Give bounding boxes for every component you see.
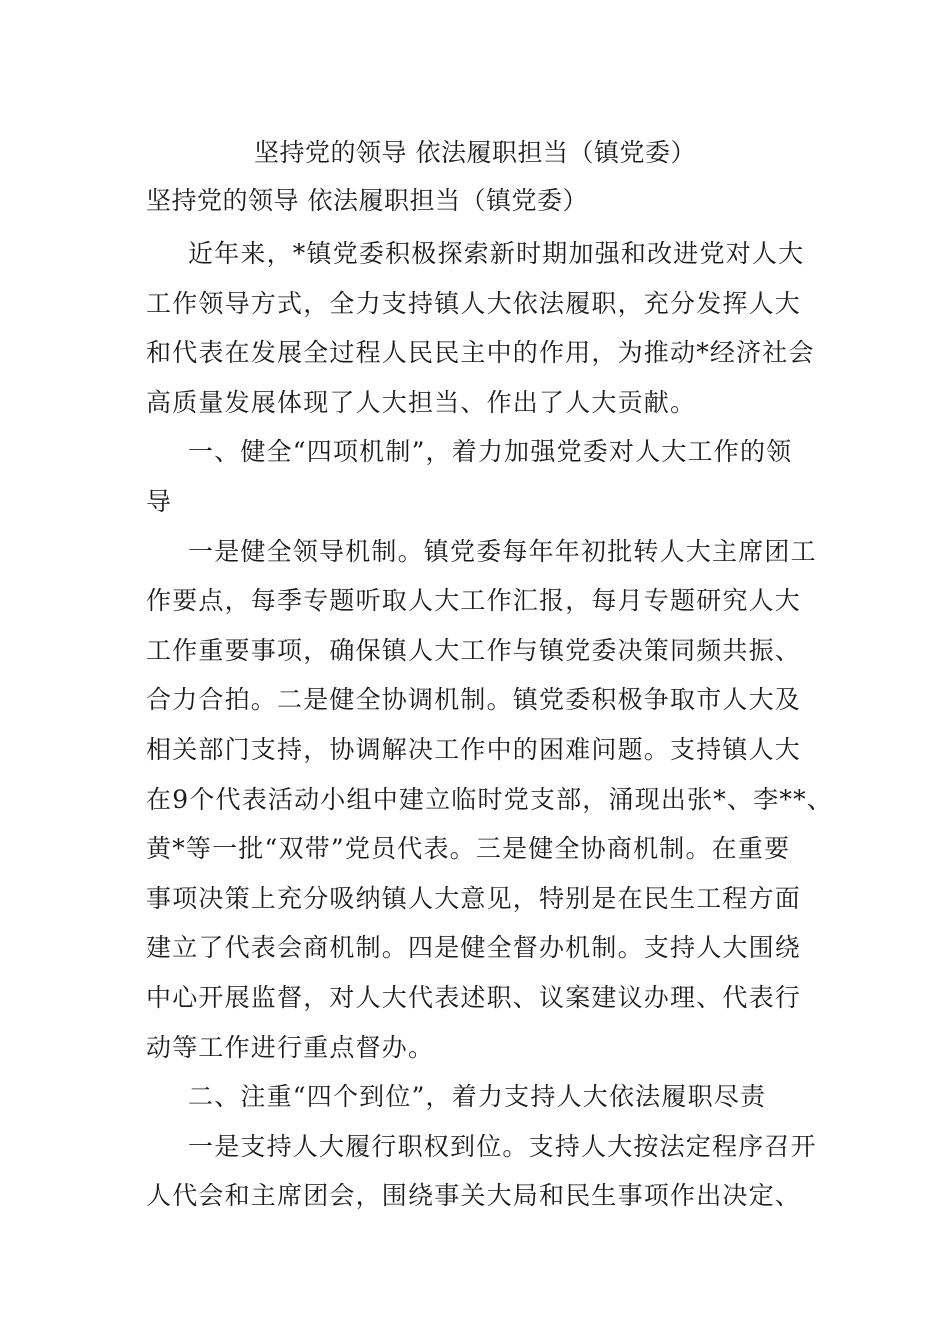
paragraph-line: 二、注重“四个到位”，着力支持人大依法履职尽责 <box>188 1082 767 1112</box>
paragraph-line: 中心开展监督，对人大代表述职、议案建议办理、代表行 <box>146 982 802 1012</box>
document-title: 坚持党的领导 依法履职担当（镇党委） <box>254 138 696 167</box>
paragraph-line: 事项决策上充分吸纳镇人大意见，特别是在民生工程方面 <box>146 883 802 913</box>
paragraph-line: 一、健全“四项机制”，着力加强党委对人大工作的领 <box>188 437 793 467</box>
paragraph-line: 黄*等一批“双带”党员代表。三是健全协商机制。在重要 <box>146 834 791 864</box>
paragraph-line: 工作领导方式，全力支持镇人大依法履职，充分发挥人大 <box>146 288 802 318</box>
paragraph-line: 建立了代表会商机制。四是健全督办机制。支持人大围绕 <box>146 933 802 963</box>
document-body <box>146 229 834 1221</box>
paragraph-line: 作要点，每季专题听取人大工作汇报，每月专题研究人大 <box>146 586 802 616</box>
paragraph-line: 相关部门支持，协调解决工作中的困难问题。支持镇人大 <box>146 734 802 764</box>
paragraph-line: 和代表在发展全过程人民民主中的作用，为推动*经济社会 <box>146 338 815 368</box>
paragraph-line: 工作重要事项，确保镇人大工作与镇党委决策同频共振、 <box>146 635 802 665</box>
paragraph-line: 人代会和主席团会，围绕事关大局和民生事项作出决定、 <box>146 1181 802 1211</box>
paragraph-line: 动等工作进行重点督办。 <box>146 1032 435 1062</box>
paragraph-line: 近年来，*镇党委积极探索新时期加强和改进党对人大 <box>188 239 805 268</box>
paragraph-line: 在9个代表活动小组中建立临时党支部，涌现出张*、李**、 <box>146 784 834 814</box>
paragraph-line: 一是健全领导机制。镇党委每年年初批转人大主席团工 <box>188 536 817 566</box>
document-subtitle: 坚持党的领导 依法履职担当（镇党委） <box>146 186 588 215</box>
paragraph-line: 合力合拍。二是健全协调机制。镇党委积极争取市人大及 <box>146 685 802 715</box>
paragraph-line: 高质量发展体现了人大担当、作出了人大贡献。 <box>146 387 697 417</box>
paragraph-line: 导 <box>146 486 173 516</box>
paragraph-line: 一是支持人大履行职权到位。支持人大按法定程序召开 <box>188 1131 817 1161</box>
